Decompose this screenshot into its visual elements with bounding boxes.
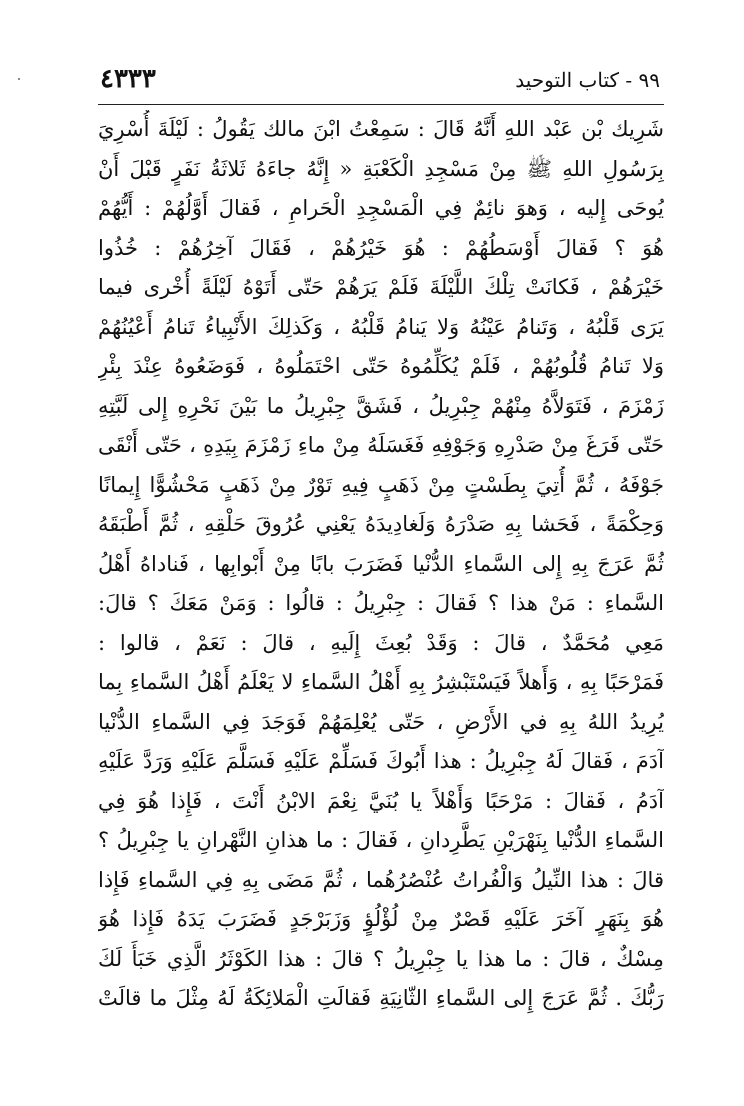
text-line: وَحِكْمَةً ، فَحَشا بِهِ صَدْرَهُ وَلَغادِيدَهُ يَعْنِي عُرُوقَ حَلْقِهِ ، ثُمَّ أَطْبَقَهُ	[98, 512, 664, 536]
hadith-text	[98, 110, 664, 1019]
page-number: ٤٣٣٣	[100, 64, 156, 94]
text-line: مَعِي مُحَمَّدٌ ، قالَ : وَقَدْ بُعِثَ إِلَيهِ ، قالَ : نَعَمْ ، قالوا :	[98, 630, 664, 655]
text-line: رَبُّكَ . ثُمَّ عَرَجَ إِلى السَّماءِ الثّانِيَةِ فَقالَتِ الْمَلائِكَةُ لَهُ مِثْلَ ما قالَتْ	[98, 986, 664, 1010]
text-line: السَّماءِ : مَنْ هذا ؟ فَقالَ : جِبْرِيلُ : قالُوا : وَمَنْ مَعَكَ ؟ قالَ:	[98, 591, 664, 615]
text-line: حَتّى فَرَغَ مِنْ صَدْرِهِ وَجَوْفِهِ فَغَسَلَهُ مِنْ ماءِ زَمْزَمَ بِيَدِهِ ، حَتّى أَنْقَى	[98, 433, 664, 457]
text-line: ثُمَّ عَرَجَ بِهِ إِلى السَّماءِ الدُّنْيا فَضَرَبَ بابًا مِنْ أَبْوابِها ، فَناداهُ أَهْلُ	[98, 551, 664, 576]
text-line: هُوَ بِنَهَرٍ آخَرَ عَلَيْهِ قَصْرٌ مِنْ لُؤْلُؤٍ وَزَبَرْجَدٍ فَضَرَبَ يَدَهُ فَإِذا هُوَ	[98, 907, 664, 931]
text-line: قالَ : هذا النِّيلُ وَالْفُراتُ عُنْصُرُهُما ، ثُمَّ مَضَى بِهِ فِي السَّماءِ فَإِذا	[98, 867, 664, 892]
text-line: شَرِيك بْن عَبْد اللهِ أَنَّهُ قَالَ : سَمِعْتُ ابْنَ مالك يَقُولُ : لَيْلَةَ أُسْرِيَ	[98, 117, 664, 141]
text-line: يَرَى قَلْبُهُ ، وَتَنامُ عَيْنُهُ وَلا يَنامُ قَلْبُهُ ، وَكَذلِكَ الأَنْبِياءُ تَنامُ أَعْيُنُهُمْ	[98, 314, 664, 339]
text-line: آدَمَ ، فَقالَ لَهُ جِبْرِيلُ : هذا أَبُوكَ فَسَلِّمْ عَلَيْهِ فَسَلَّمَ عَلَيْهِ وَرَدَّ عَلَيْهِ	[98, 749, 664, 773]
text-line: مِسْكٌ ، قالَ : ما هذا يا جِبْرِيلُ ؟ قالَ : هذا الكَوْثَرُ الَّذِي خَبَأَ لَكَ	[98, 946, 664, 971]
text-line: بِرَسُولِ اللهِ ﷺ مِنْ مَسْجِدِ الْكَعْبَةِ « إِنَّهُ جاءَهُ ثَلاثَةُ نَفَرٍ قَبْلَ أَنْ	[98, 156, 664, 181]
text-line: يُوحَى إِليه ، وَهوَ نائِمٌ فِي الْمَسْجِدِ الْحَرامِ ، فَقالَ أَوَّلُهُمْ : أَيُّهُمْ	[98, 196, 664, 220]
text-line: فَمَرْحَبًا بِهِ ، وَأَهلاً فَيَسْتَبْشِرُ بِهِ أَهْلُ السَّماءِ لا يَعْلَمُ أَهْلُ السَّماءِ بِما	[98, 670, 664, 694]
text-line: هُوَ ؟ فَقالَ أَوْسَطُهُمْ : هُوَ خَيْرُهُمْ ، فَقَالَ آخِرُهُمْ : خُذُوا	[98, 235, 664, 260]
text-line: جَوْفَهُ ، ثُمَّ أُتِيَ بِطَسْتٍ مِنْ ذَهَبٍ فِيهِ تَوْرٌ مِنْ ذَهَبٍ مَحْشُوًّا إِيمانًا	[98, 472, 664, 497]
page-header	[100, 62, 660, 102]
text-line: السَّماءِ الدُّنْيا بِنَهْرَيْنِ يَطَّرِدانِ ، فَقالَ : ما هذانِ النَّهْرانِ يا جِبْرِيلُ ؟	[98, 828, 664, 852]
chapter-title: ٩٩ - كتاب التوحيد	[515, 68, 660, 92]
text-line: يُرِيدُ اللهُ بِهِ في الأَرْضِ ، حَتّى يُعْلِمَهُمْ فَوَجَدَ فِي السَّماءِ الدُّنْيا	[98, 709, 664, 734]
text-line: وَلا تَنامُ قُلُوبُهُمْ ، فَلَمْ يُكَلِّمُوهُ حَتّى احْتَمَلُوهُ ، فَوَضَعُوهُ عِنْدَ بِئْرِ	[98, 354, 664, 378]
text-line: خَيْرَهُمْ ، فَكانَتْ تِلْكَ اللَّيْلَةَ فَلَمْ يَرَهُمْ حَتّى أَتَوْهُ لَيْلَةً أُخْرى فيما	[98, 275, 664, 299]
header-divider	[98, 104, 664, 105]
text-line: زَمْزَمَ ، فَتَوَلاَّهُ مِنْهُمْ جِبْرِيلُ ، فَشَقَّ جِبْرِيلُ ما بَيْنَ نَحْرِهِ إِلى لَبَّتِهِ	[98, 393, 664, 418]
margin-mark	[18, 78, 20, 80]
text-line: آدَمُ ، فَقالَ : مَرْحَبًا وَأَهْلاً يا بُنَيَّ نِعْمَ الابْنُ أَنْتَ ، فَإِذا هُوَ فِي	[98, 788, 664, 813]
